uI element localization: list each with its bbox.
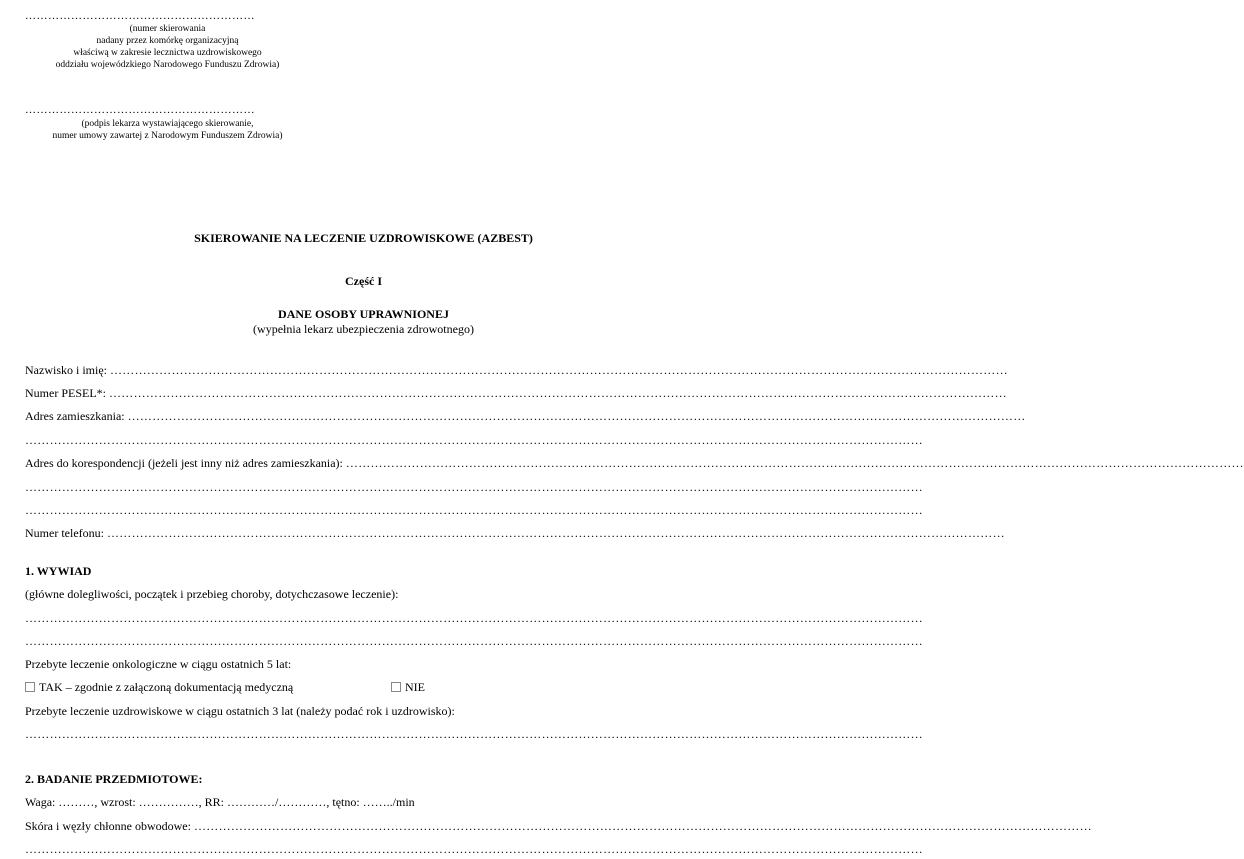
address-field[interactable] xyxy=(25,408,1026,424)
spa-fill: ………………………………………………………………………………………………………………………………………………………………………………………………… xyxy=(25,727,923,741)
referral-number-line: …………………………………………………… xyxy=(25,10,255,22)
skin-field[interactable] xyxy=(25,818,1092,834)
note-line: (podpis lekarza wystawiającego skierowanie, xyxy=(81,119,254,129)
interview-field-1[interactable] xyxy=(25,610,923,626)
address-fill-2: ………………………………………………………………………………………………………………………………………………………………………………………………… xyxy=(25,433,923,447)
phone-fill: ………………………………………………………………………………………………………………………………………………………………………………………………… xyxy=(106,526,1005,540)
phone-field[interactable] xyxy=(25,525,1005,541)
skin-field-continued[interactable] xyxy=(25,841,923,857)
part-label: Część I xyxy=(345,274,382,288)
vitals-field[interactable]: Waga: ………, wzrost: ……………, RR: …………/…………, tętno: ……../min xyxy=(25,795,415,809)
interview-heading: 1. WYWIAD xyxy=(25,564,92,578)
pesel-label: Numer PESEL*: xyxy=(25,386,106,400)
note-line: nadany przez komórkę organizacyjną xyxy=(96,36,239,46)
signature-note xyxy=(25,118,310,142)
correspondence-field-continued[interactable] xyxy=(25,479,923,495)
name-field[interactable] xyxy=(25,362,1008,378)
referral-number-note xyxy=(25,23,310,71)
correspondence-field[interactable] xyxy=(25,455,1244,471)
document-title: SKIEROWANIE NA LECZENIE UZDROWISKOWE (AZBEST) xyxy=(194,231,533,245)
skin-fill: ………………………………………………………………………………………………………………………………………………………………………………………………… xyxy=(193,819,1092,833)
correspondence-fill-3: ………………………………………………………………………………………………………………………………………………………………………………………………… xyxy=(25,503,923,517)
interview-field-2[interactable] xyxy=(25,633,923,649)
section-subheading: (wypełnia lekarz ubezpieczenia zdrowotnego) xyxy=(253,322,474,336)
oncology-options xyxy=(25,679,693,695)
phone-label: Numer telefonu: xyxy=(25,526,104,540)
interview-description: (główne dolegliwości, początek i przebieg choroby, dotychczasowe leczenie): xyxy=(25,587,399,601)
no-label: NIE xyxy=(405,680,425,694)
spa-label: Przebyte leczenie uzdrowiskowe w ciągu ostatnich 3 lat (należy podać rok i uzdrowisko): xyxy=(25,704,455,718)
exam-heading: 2. BADANIE PRZEDMIOTOWE: xyxy=(25,772,203,786)
spa-field[interactable] xyxy=(25,726,923,742)
interview-fill-1: ………………………………………………………………………………………………………………………………………………………………………………………………… xyxy=(25,611,923,625)
correspondence-fill-2: ………………………………………………………………………………………………………………………………………………………………………………………………… xyxy=(25,480,923,494)
correspondence-field-continued-2[interactable] xyxy=(25,502,923,518)
correspondence-label: Adres do korespondencji (jeżeli jest inny niż adres zamieszkania): xyxy=(25,456,343,470)
note-line: właściwą w zakresie lecznictwa uzdrowiskowego xyxy=(73,48,262,58)
address-field-continued[interactable] xyxy=(25,432,923,448)
address-fill: ………………………………………………………………………………………………………………………………………………………………………………………………… xyxy=(127,409,1026,423)
note-line: oddziału wojewódzkiego Narodowego Funduszu Zdrowia) xyxy=(55,60,280,70)
name-fill: ………………………………………………………………………………………………………………………………………………………………………………………………… xyxy=(109,363,1008,377)
skin-fill-2: ………………………………………………………………………………………………………………………………………………………………………………………………… xyxy=(25,842,923,856)
yes-label: TAK – zgodnie z załączoną dokumentacją medyczną xyxy=(39,680,294,694)
no-checkbox[interactable] xyxy=(391,682,401,692)
oncology-yes-option[interactable] xyxy=(25,680,293,694)
name-label: Nazwisko i imię: xyxy=(25,363,107,377)
oncology-label: Przebyte leczenie onkologiczne w ciągu ostatnich 5 lat: xyxy=(25,657,292,671)
pesel-field[interactable] xyxy=(25,385,1007,401)
section-heading: DANE OSOBY UPRAWNIONEJ xyxy=(278,307,449,321)
address-label: Adres zamieszkania: xyxy=(25,409,125,423)
signature-line: …………………………………………………… xyxy=(25,104,255,116)
correspondence-fill: ………………………………………………………………………………………………………………………………………………………………………………………………… xyxy=(345,456,1244,470)
pesel-fill: ………………………………………………………………………………………………………………………………………………………………………………………………… xyxy=(109,386,1007,400)
yes-checkbox[interactable] xyxy=(25,682,35,692)
oncology-no-option[interactable] xyxy=(391,679,425,695)
note-line: (numer skierowania xyxy=(129,24,206,34)
note-line: numer umowy zawartej z Narodowym Funduszem Zdrowia) xyxy=(52,131,283,141)
skin-label: Skóra i węzły chłonne obwodowe: xyxy=(25,819,191,833)
interview-fill-2: ………………………………………………………………………………………………………………………………………………………………………………………………… xyxy=(25,634,923,648)
